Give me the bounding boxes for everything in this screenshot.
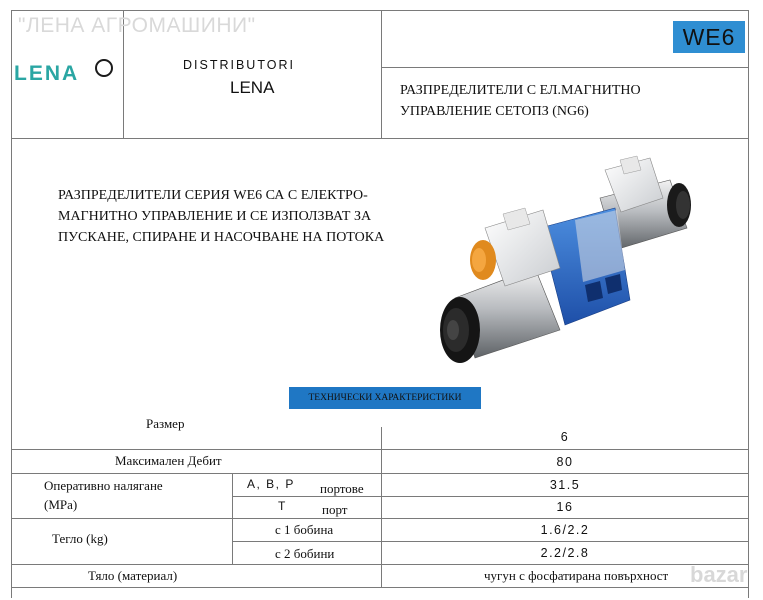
spec-pressure-ports-value: 31.5 <box>549 478 581 492</box>
header-right-hline <box>381 67 749 68</box>
watermark-text: "ЛЕНА АГРОМАШИНИ" <box>18 14 256 37</box>
spec-pressure-t-suffix: порт <box>322 502 348 517</box>
frame-right <box>748 10 749 598</box>
spec-size-label: Размер <box>146 416 185 431</box>
spec-weight-coil2-label: с 2 бобини <box>275 546 335 561</box>
spec-pressure-t-value: 16 <box>556 500 574 514</box>
spec-pressure-ports-suffix: портове <box>320 481 364 496</box>
lena-logo-icon <box>95 59 113 77</box>
table-line-7 <box>11 587 749 588</box>
intro-text: РАЗПРЕДЕЛИТЕЛИ СЕРИЯ WE6 СА С ЕЛЕКТРО-МАГНИТНО УПРАВЛЕНИЕ И СЕ ИЗПОЛЗВАТ ЗА ПУСКАНЕ, СПИРАНЕ И НАСОЧВАНЕ НА ПОТОКА <box>58 188 385 245</box>
frame-left <box>11 10 12 598</box>
frame-top <box>11 10 749 11</box>
technical-specs-button[interactable]: ТЕХНИЧЕСКИ ХАРАКТЕРИСТИКИ <box>289 387 481 409</box>
spec-body-value: чугун с фосфатирана повърхност <box>484 568 669 583</box>
table-line-1 <box>11 449 749 450</box>
spec-weight-label: Тегло (kg) <box>52 531 108 546</box>
distributor-title: DISTRIBUTORI <box>183 58 295 72</box>
table-line-2 <box>11 473 749 474</box>
spec-pressure-t-port: T <box>278 499 287 513</box>
spec-max-flow-value: 80 <box>556 455 574 469</box>
header-bottom-border <box>11 138 749 139</box>
spec-pressure-ports: A, B, P <box>247 477 295 491</box>
spec-weight-coil1-label: с 1 бобина <box>275 522 334 537</box>
lena-logo-text: LENA <box>14 62 80 85</box>
table-line-4 <box>11 518 749 519</box>
table-line-6 <box>11 564 749 565</box>
table-line-5 <box>232 541 749 542</box>
spec-weight-coil1-value: 1.6/2.2 <box>540 523 590 537</box>
spec-body-label: Тяло (материал) <box>88 568 178 583</box>
table-sub-divider <box>232 473 233 564</box>
corner-watermark: bazar <box>690 562 748 587</box>
header-divider-2 <box>381 10 382 138</box>
spec-size-value: 6 <box>560 430 570 444</box>
spec-pressure-label: Оперативно налягане <box>44 478 163 493</box>
table-line-3 <box>232 496 749 497</box>
we6-badge: WE6 <box>673 21 745 53</box>
header-description: РАЗПРЕДЕЛИТЕЛИ С ЕЛ.МАГНИТНО УПРАВЛЕНИЕ СЕТОПЗ (NG6) <box>400 83 641 119</box>
valve-illustration <box>425 150 705 375</box>
spec-weight-coil2-value: 2.2/2.8 <box>540 546 590 560</box>
distributor-name: LENA <box>230 78 275 97</box>
spec-pressure-unit: (MPa) <box>44 497 78 512</box>
spec-max-flow-label: Максимален Дебит <box>115 453 222 468</box>
